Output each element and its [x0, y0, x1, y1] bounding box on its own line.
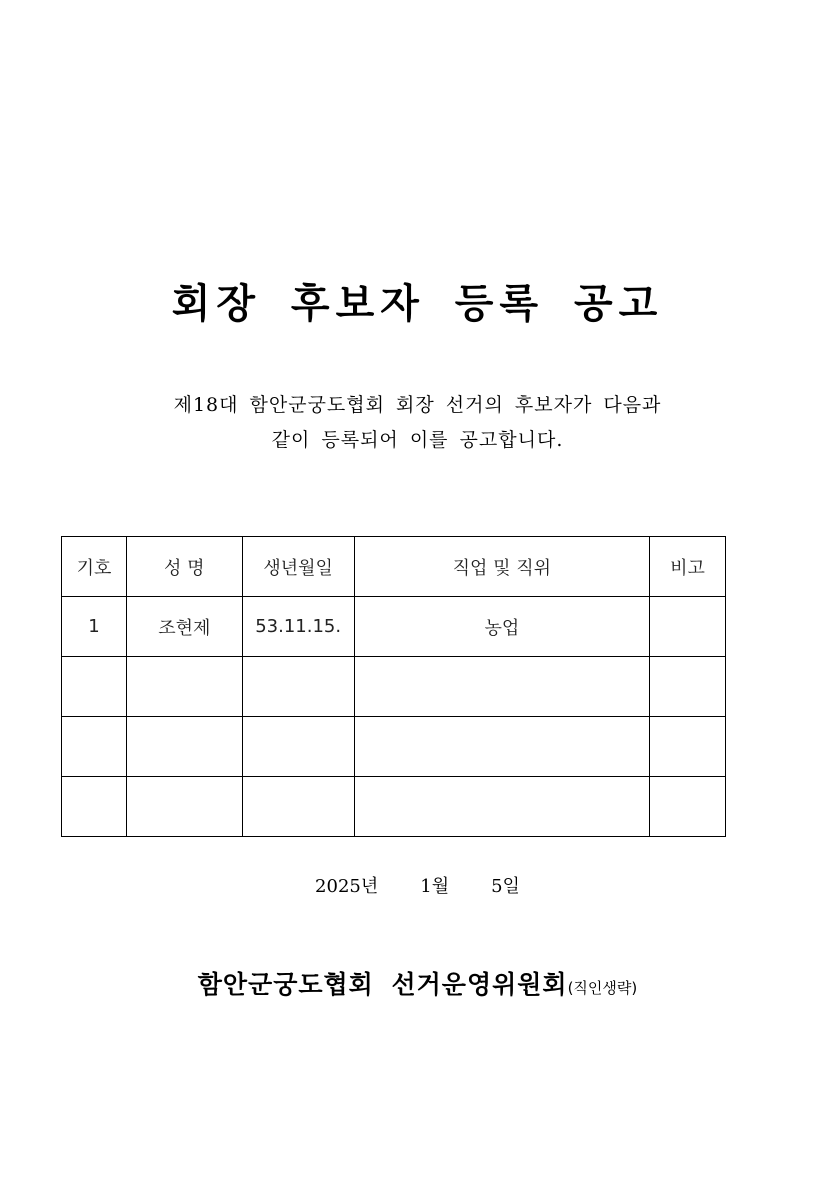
header-number: 기호: [62, 537, 127, 597]
notice-date: [0, 872, 835, 898]
issuer-line: [0, 965, 835, 1001]
cell-name: 조현제: [126, 597, 242, 657]
cell-birth: [242, 657, 354, 717]
issuer-organization: 함안군궁도협회 선거운영위원회: [197, 970, 568, 999]
date-year: 2025년: [315, 876, 379, 897]
cell-occupation: 농업: [354, 597, 649, 657]
intro-line-2: 같이 등록되어 이를 공고합니다.: [271, 429, 564, 451]
table-header-row: [62, 537, 726, 597]
date-month: 1월: [420, 876, 450, 897]
table-row: [62, 777, 726, 837]
cell-birth: [242, 717, 354, 777]
intro-line-1: 제18대 함안군궁도협회 회장 선거의 후보자가 다음과: [173, 394, 662, 416]
cell-name: [126, 777, 242, 837]
header-occupation: 직업 및 직위: [354, 537, 649, 597]
cell-birth: [242, 777, 354, 837]
seal-omitted-note: (직인생략): [567, 979, 638, 997]
cell-note: [650, 717, 726, 777]
table-row: [62, 597, 726, 657]
cell-number: [62, 657, 127, 717]
cell-occupation: [354, 717, 649, 777]
cell-name: [126, 657, 242, 717]
table-row: [62, 717, 726, 777]
cell-name: [126, 717, 242, 777]
cell-note: [650, 657, 726, 717]
table-row: [62, 657, 726, 717]
cell-note: [650, 597, 726, 657]
cell-number: [62, 777, 127, 837]
cell-birth: 53.11.15.: [242, 597, 354, 657]
cell-occupation: [354, 657, 649, 717]
header-birth: 생년월일: [242, 537, 354, 597]
header-name: 성 명: [126, 537, 242, 597]
date-day: 5일: [491, 876, 520, 897]
cell-number: 1: [62, 597, 127, 657]
cell-note: [650, 777, 726, 837]
notice-title: 회장 후보자 등록 공고: [171, 280, 664, 327]
cell-number: [62, 717, 127, 777]
cell-occupation: [354, 777, 649, 837]
candidate-table: [61, 536, 726, 837]
header-note: 비고: [650, 537, 726, 597]
